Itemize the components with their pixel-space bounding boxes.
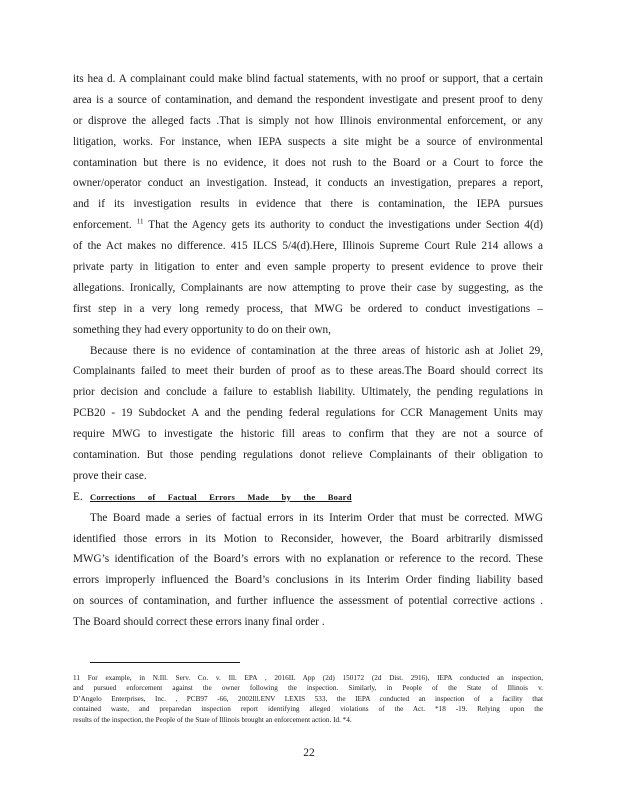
text-line: of the Act makes no difference. 415 ILCS 5/4(d).Here, Illinois Supreme Court Rule 214 allows a (73, 240, 543, 253)
text-line: allegations. Ironically, Complainants are now attempting to prove their case by suggesting, as the (73, 281, 543, 294)
text-line: area is a source of contamination, and demand the respondent investigate and present proof to deny (73, 93, 543, 106)
footnote-line: results of the inspection, the People of the State of Illinois brought an enforcement action. Id. *4. (73, 715, 352, 724)
text-line-with-footnote (73, 215, 543, 236)
text-line: litigation, works. For instance, when IEPA suspects a site might be a source of environmental (73, 135, 543, 148)
text-line: prior decision and conclude a failure to establish liability. Ultimately, the pending regulations in (73, 386, 543, 399)
footnote-reference[interactable]: 11 (136, 217, 144, 226)
footnote-line: D’Angelo Enterprises, Inc. , PCB97 -66, 2002Ill.ENV LEXIS 533, the IEPA conducted an inspection of a facility that (73, 694, 543, 703)
footnote-line: and pursued enforcement against the owner following the inspection. Similarly, in People of the State of Illinois v. (73, 684, 543, 693)
text-line: contamination but there is no evidence, it does not rush to the Board or a Court to force the (73, 156, 543, 169)
text-line: The Board made a series of factual errors in its Interim Order that must be corrected. MWG (90, 511, 543, 524)
text-line: and if its investigation results in evidence that there is contamination, the IEPA pursues (73, 198, 543, 211)
text-line: Complainants failed to meet their burden of proof as to these areas.The Board should correct its (73, 365, 543, 378)
text-line: something they had every opportunity to do on their own, (73, 323, 331, 336)
text-line: owner/operator conduct an investigation. Instead, it conducts an investigation, prepares a report, (73, 177, 543, 190)
footnote (73, 673, 543, 725)
body-text (73, 69, 543, 633)
text-line: PCB20 - 19 Subdocket A and the pending federal regulations for CCR Management Units may (73, 407, 543, 420)
section-letter: E. (73, 490, 83, 503)
text-line: Because there is no evidence of contamination at the three areas of historic ash at Joliet 29, (90, 344, 543, 357)
page-number: 22 (303, 747, 315, 759)
text-line: its hea d. A complainant could make blind factual statements, with no proof or support, that a certain (73, 73, 543, 85)
text-fragment: enforcement. (73, 219, 132, 232)
text-line: prove their case. (73, 469, 147, 482)
text-line: require MWG to investigate the historic fill areas to confirm that they are not a source of (73, 428, 543, 441)
text-line: MWG’s identification of the Board’s errors with no explanation or reference to the record. These (73, 553, 543, 566)
footnote-separator (90, 662, 240, 663)
text-line: errors improperly influenced the Board’s conclusions in its Interim Order finding liability based (73, 574, 543, 587)
text-line: private party in litigation to enter and even sample property to present evidence to prove their (73, 261, 543, 274)
text-line: identified those errors in its Motion to Reconsider, however, the Board arbitrarily dismissed (73, 532, 543, 545)
text-line: contamination. But those pending regulations donot relieve Complainants of their obligation to (73, 449, 543, 462)
section-title: Corrections of Factual Errors Made by the Board (90, 491, 352, 502)
footnote-line: contained waste, and preparedan inspection report identifying alleged violations of the Act. *18 -19. Relying upon the (73, 705, 543, 714)
text-fragment: That the Agency gets its authority to conduct the investigations under Section 4(d) (148, 219, 543, 232)
footnote-line: 11 For example, in N.Ill. Serv. Co. v. Ill. EPA , 2016IL App (2d) 150172 (2d Dist. 2916), IEPA conducted an inspection, (73, 674, 543, 682)
text-line: first step in a very long remedy process, that MWG be ordered to conduct investigations – (73, 302, 543, 315)
section-heading (73, 487, 543, 508)
text-line: on sources of contamination, and further influence the assessment of potential corrective actions . (73, 595, 543, 608)
text-line: The Board should correct these errors inany final order . (73, 616, 325, 629)
text-line: or disprove the alleged facts .That is simply not how Illinois environmental enforcement, or any (73, 114, 543, 127)
